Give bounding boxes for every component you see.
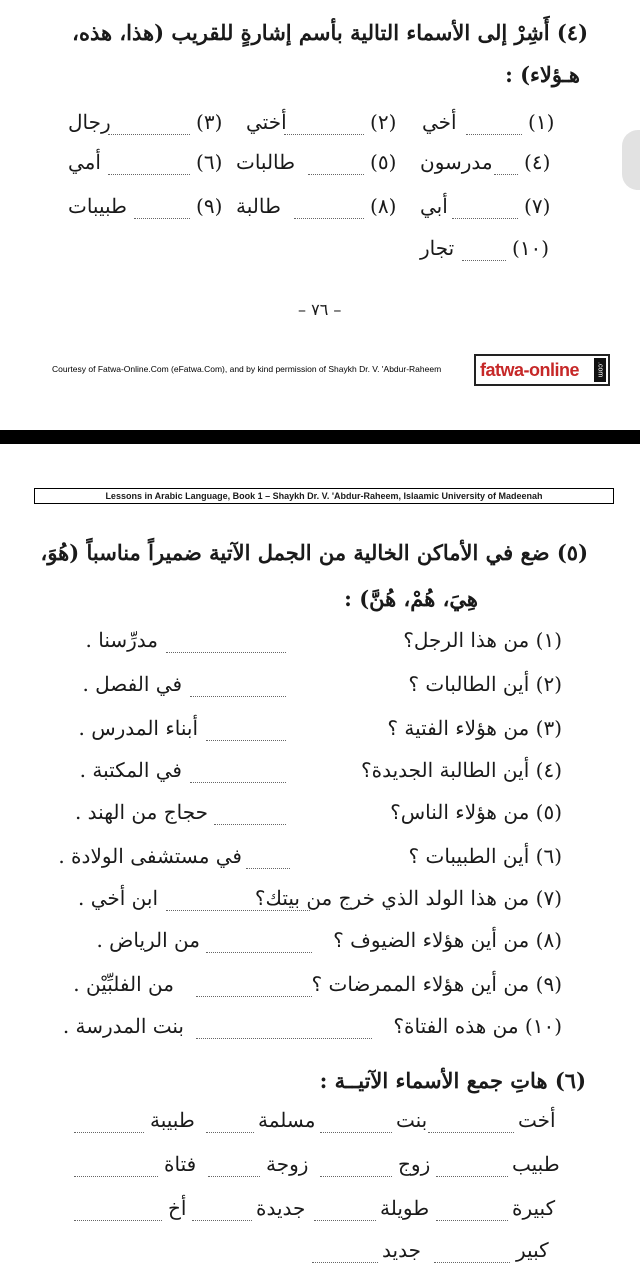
ex5-question: (٥) من هؤلاء الناس؟ bbox=[390, 800, 562, 824]
blank-line bbox=[190, 782, 286, 783]
blank-line bbox=[284, 134, 364, 135]
page-number: – ٧٦ – bbox=[298, 300, 342, 319]
ex5-question: (٣) من هؤلاء الفتية ؟ bbox=[387, 716, 562, 740]
ex5-question: (٤) أين الطالبة الجديدة؟ bbox=[360, 758, 562, 782]
ex4-item-num: (١) bbox=[528, 110, 555, 134]
blank-line bbox=[74, 1220, 162, 1221]
ex4-item-word: أختي bbox=[246, 110, 287, 134]
ex6-word: أخت bbox=[518, 1108, 556, 1132]
ex5-answer: في الفصل . bbox=[82, 672, 182, 696]
blank-line bbox=[462, 260, 506, 261]
exercise-4-heading-line1: (٤) أَشِرْ إلى الأسماء التالية بأسم إشارةٍ للقريب (هذا، هذه، bbox=[72, 20, 588, 45]
blank-line bbox=[208, 1176, 260, 1177]
fatwa-online-logo bbox=[474, 354, 610, 386]
blank-line bbox=[74, 1132, 144, 1133]
ex6-word: طبيبة bbox=[150, 1108, 195, 1132]
blank-line bbox=[190, 696, 286, 697]
ex6-word: أخ bbox=[168, 1196, 187, 1220]
blank-line bbox=[166, 652, 286, 653]
ex4-item-word: رجال bbox=[68, 110, 111, 134]
ex6-word: طويلة bbox=[380, 1196, 430, 1220]
exercise-5-heading-line1: (٥) ضع في الأماكن الخالية من الجمل الآتية ضميراً مناسباً (هُوَ، bbox=[40, 540, 588, 565]
ex4-item-num: (٥) bbox=[370, 150, 397, 174]
ex4-item-word: طالبة bbox=[236, 194, 281, 218]
blank-line bbox=[294, 218, 364, 219]
blank-line bbox=[134, 218, 190, 219]
blank-line bbox=[108, 174, 190, 175]
blank-line bbox=[196, 996, 312, 997]
blank-line bbox=[308, 174, 364, 175]
ex5-answer: من الفلبِّيْن . bbox=[73, 972, 174, 996]
ex4-item-num: (٧) bbox=[524, 194, 551, 218]
ex5-question: (٨) من أين هؤلاء الضيوف ؟ bbox=[333, 928, 562, 952]
ex4-item-word: أخي bbox=[422, 110, 457, 134]
ex5-answer: في مستشفى الولادة . bbox=[58, 844, 242, 868]
ex6-word: طبيب bbox=[512, 1152, 560, 1176]
blank-line bbox=[206, 1132, 254, 1133]
ex4-item-num: (٨) bbox=[370, 194, 397, 218]
blank-line bbox=[434, 1262, 510, 1263]
page-divider bbox=[0, 430, 640, 444]
ex4-item-num: (١٠) bbox=[512, 236, 550, 260]
ex5-answer: ابن أخي . bbox=[77, 886, 158, 910]
exercise-6-heading: (٦) هاتِ جمع الأسماء الآتيــة : bbox=[319, 1068, 586, 1093]
ex6-word: كبيرة bbox=[512, 1196, 556, 1220]
ex5-answer: بنت المدرسة . bbox=[62, 1014, 184, 1038]
blank-line bbox=[206, 740, 286, 741]
blank-line bbox=[74, 1176, 158, 1177]
ex4-item-word: أبي bbox=[420, 194, 448, 218]
blank-line bbox=[428, 1132, 514, 1133]
ex6-word: مسلمة bbox=[258, 1108, 316, 1132]
ex5-question: (١٠) من هذه الفتاة؟ bbox=[393, 1014, 562, 1038]
ex4-item-num: (٤) bbox=[524, 150, 551, 174]
ex4-item-num: (٢) bbox=[370, 110, 397, 134]
ex5-answer: مدرِّسنا . bbox=[85, 628, 158, 652]
ex4-item-word: مدرسون bbox=[420, 150, 493, 174]
blank-line bbox=[246, 868, 290, 869]
blank-line bbox=[314, 1220, 376, 1221]
side-drawer-handle[interactable] bbox=[622, 130, 640, 190]
logo-text: fatwa-online bbox=[480, 359, 580, 380]
ex4-item-num: (٩) bbox=[196, 194, 223, 218]
blank-line bbox=[214, 824, 286, 825]
logo-com: .com bbox=[594, 358, 606, 382]
blank-line bbox=[320, 1176, 392, 1177]
ex4-item-word: طبيبات bbox=[68, 194, 127, 218]
blank-line bbox=[452, 218, 518, 219]
ex4-item-num: (٣) bbox=[196, 110, 223, 134]
ex6-word: جديدة bbox=[256, 1196, 306, 1220]
blank-line bbox=[436, 1176, 508, 1177]
ex4-item-word: تجار bbox=[420, 236, 455, 260]
ex6-word: زوج bbox=[398, 1152, 431, 1176]
ex5-question: (٢) أين الطالبات ؟ bbox=[408, 672, 562, 696]
ex6-word: زوجة bbox=[266, 1152, 309, 1176]
ex6-word: جديد bbox=[382, 1238, 421, 1262]
ex6-word: فتاة bbox=[164, 1152, 197, 1176]
ex5-question: (٦) أين الطبيبات ؟ bbox=[408, 844, 562, 868]
ex6-word: كبير bbox=[516, 1238, 549, 1262]
ex5-answer: أبناء المدرس . bbox=[78, 716, 198, 740]
ex6-word: بنت bbox=[396, 1108, 428, 1132]
book-banner: Lessons in Arabic Language, Book 1 – Shaykh Dr. V. 'Abdur-Raheem, Islaamic University of Madeenah bbox=[34, 488, 614, 504]
exercise-4-heading-line2: هـؤلاء) : bbox=[505, 62, 580, 87]
blank-line bbox=[206, 952, 312, 953]
blank-line bbox=[436, 1220, 508, 1221]
blank-line bbox=[494, 174, 518, 175]
ex5-answer: من الرياض . bbox=[96, 928, 200, 952]
blank-line bbox=[196, 1038, 372, 1039]
ex5-answer: في المكتبة . bbox=[79, 758, 182, 782]
exercise-5-heading-line2: هِيَ، هُمْ، هُنَّ) : bbox=[344, 586, 478, 611]
blank-line bbox=[192, 1220, 252, 1221]
ex4-item-word: طالبات bbox=[236, 150, 296, 174]
blank-line bbox=[108, 134, 190, 135]
blank-line bbox=[320, 1132, 392, 1133]
ex5-question: (٩) من أين هؤلاء الممرضات ؟ bbox=[311, 972, 562, 996]
blank-line bbox=[166, 910, 310, 911]
ex4-item-num: (٦) bbox=[196, 150, 223, 174]
ex4-item-word: أمي bbox=[68, 150, 101, 174]
blank-line bbox=[466, 134, 522, 135]
ex5-question: (١) من هذا الرجل؟ bbox=[403, 628, 562, 652]
courtesy-note: Courtesy of Fatwa-Online.Com (eFatwa.Com), and by kind permission of Shaykh Dr. V. 'Abdur-Raheem bbox=[52, 364, 442, 374]
ex5-answer: حجاج من الهند . bbox=[74, 800, 208, 824]
blank-line bbox=[312, 1262, 378, 1263]
ex5-question: (٧) من هذا الولد الذي خرج من بيتك؟ bbox=[254, 886, 562, 910]
